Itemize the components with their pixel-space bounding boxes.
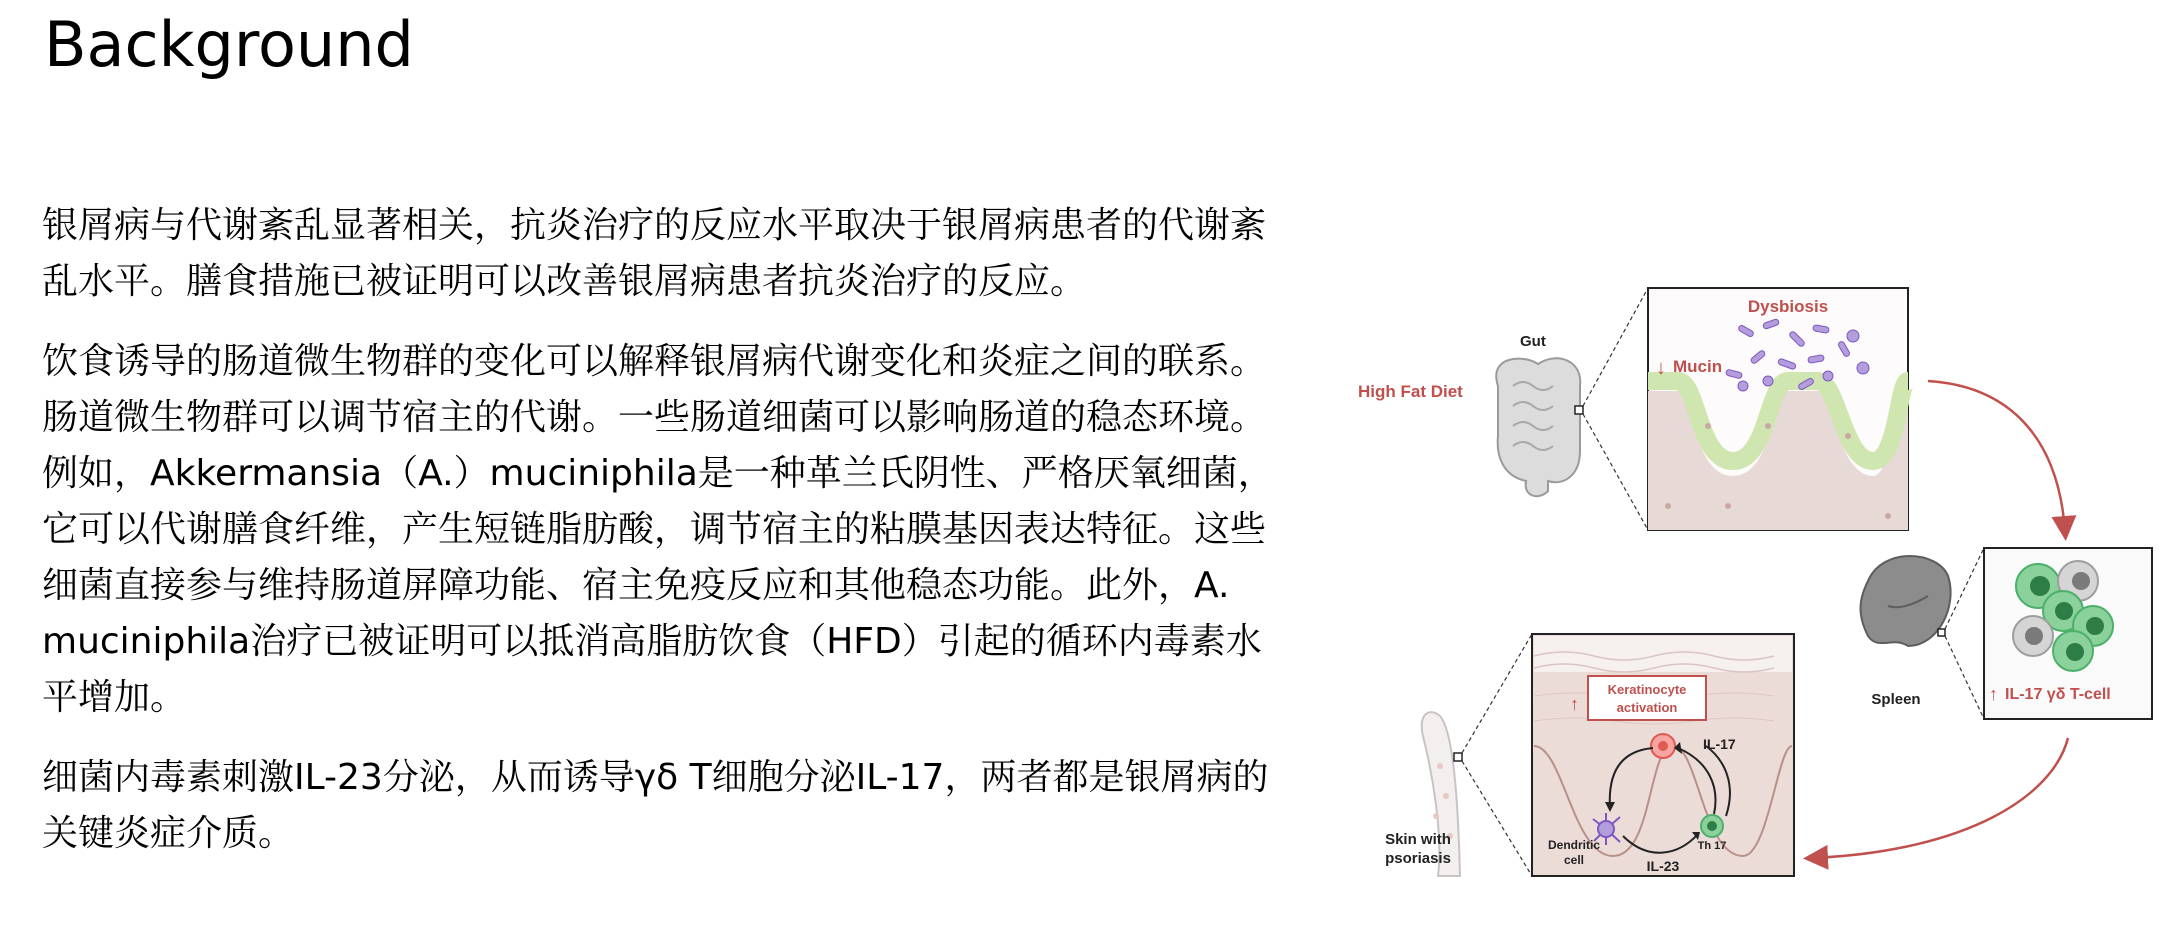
skin-label-line2: psoriasis — [1385, 850, 1451, 867]
down-arrow-glyph: ↓ — [1656, 357, 1666, 379]
il23-label: IL-23 — [1646, 858, 1680, 874]
gut-label: Gut — [1520, 333, 1546, 350]
slide-title: Background — [44, 8, 414, 81]
il17-tcell-label: IL-17 γδ T-cell — [2005, 686, 2111, 703]
dysbiosis-label: Dysbiosis — [1747, 297, 1829, 316]
dysbiosis-panel — [1648, 288, 1908, 530]
th17-label: Th 17 — [1697, 840, 1727, 852]
arrow-spleen-to-skin — [1813, 738, 2068, 858]
body-text — [42, 198, 1292, 886]
up-arrow-glyph: ↑ — [1989, 684, 1998, 704]
paragraph-metabolic: 银屑病与代谢紊乱显著相关，抗炎治疗的反应水平取决于银屑病患者的代谢紊乱水平。膳食措施已被证明可以改善银屑病患者抗炎治疗的反应。 — [42, 205, 1267, 302]
paragraph-microbiota: 饮食诱导的肠道微生物群的变化可以解释银屑病代谢变化和炎症之间的联系。肠道微生物群可以调节宿主的代谢。一些肠道细菌可以影响肠道的稳态环境。例如，Akkermansia（A.）muciniphila是一种革兰氏阴性、严格厌氧细菌，它可以代谢膳食纤维，产生短链脂肪酸，调节宿主的粘膜基因表达特征。这些细菌直接参与维持肠道屏障功能、宿主免疫反应和其他稳态功能。此外，A. muciniphila治疗已被证明可以抵消高脂肪饮食（HFD）引起的循环内毒素水平增加。 — [42, 341, 1274, 718]
skin-label-line1: Skin with — [1385, 831, 1451, 848]
spleen-label: Spleen — [1871, 691, 1921, 708]
tcell-panel — [1984, 548, 2152, 719]
keratinocyte-label-line1: Keratinocyte — [1607, 682, 1687, 697]
high-fat-diet-label: High Fat Diet — [1358, 382, 1463, 401]
keratinocyte-label-line2: activation — [1616, 700, 1678, 715]
dendritic-label-line2: cell — [1563, 853, 1585, 867]
intestine-icon — [1496, 358, 1580, 496]
keratinocyte-up-arrow: ↑ — [1570, 694, 1579, 714]
dendritic-label-line1: Dendritic — [1547, 838, 1601, 852]
il17-skin-label: IL-17 — [1703, 736, 1736, 752]
gut-skin-axis-figure — [1348, 276, 2158, 888]
spleen-icon — [1861, 556, 1951, 646]
mucin-label: Mucin — [1673, 357, 1723, 376]
skin-panel — [1532, 634, 1794, 876]
paragraph-endotoxin: 细菌内毒素刺激IL-23分泌，从而诱导γδ T细胞分泌IL-17，两者都是银屑病的关键炎症介质。 — [42, 757, 1269, 854]
arrow-gut-to-spleen — [1928, 381, 2065, 531]
